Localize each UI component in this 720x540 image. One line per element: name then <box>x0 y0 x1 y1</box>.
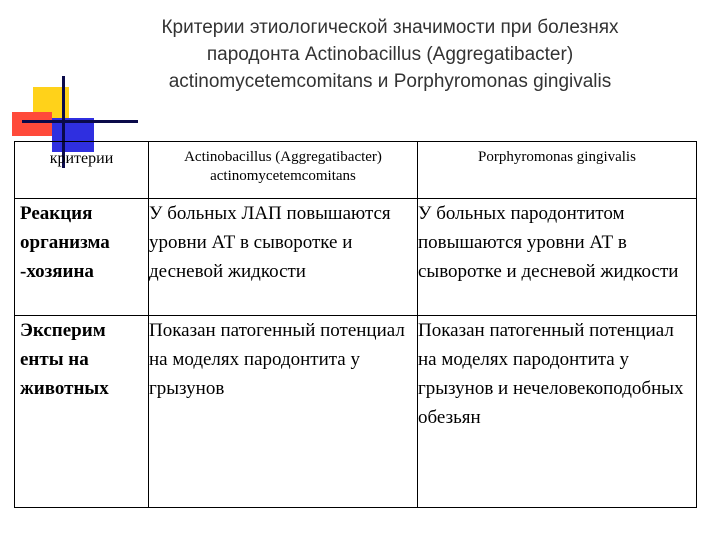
table-row <box>15 316 697 508</box>
porphyromonas-cell: Показан патогенный потенциал на моделях пародонтита у грызунов и нечеловекоподобных обезьян <box>418 316 697 508</box>
header-porphyromonas: Porphyromonas gingivalis <box>418 142 697 199</box>
title-line-3: actinomycetemcomitans и Porphyromonas gingivalis <box>168 71 612 92</box>
actinobacillus-cell: У больных ЛАП повышаются уровни АТ в сыворотке и десневой жидкости <box>149 199 418 316</box>
decor-horizontal-line <box>22 120 138 123</box>
header-criteria: критерии <box>15 142 149 199</box>
table-row <box>15 199 697 316</box>
table-header-row <box>15 142 697 199</box>
decor-red-square <box>12 112 52 136</box>
criterion-cell: Реакция организма -хозяина <box>15 199 149 316</box>
title-line-2: пародонта Actinobacillus (Aggregatibacter) <box>206 44 574 65</box>
title-line-1: Критерии этиологической значимости при болезнях <box>161 17 619 38</box>
criterion-cell: Эксперим енты на животных <box>15 316 149 508</box>
criteria-table <box>14 141 697 508</box>
porphyromonas-cell: У больных пародонтитом повышаются уровни АТ в сыворотке и десневой жидкости <box>418 199 697 316</box>
actinobacillus-cell: Показан патогенный потенциал на моделях пародонтита у грызунов <box>149 316 418 508</box>
header-actinobacillus: Actinobacillus (Aggregatibacter) actinomycetemcomitans <box>149 142 418 199</box>
slide-title <box>110 14 670 95</box>
